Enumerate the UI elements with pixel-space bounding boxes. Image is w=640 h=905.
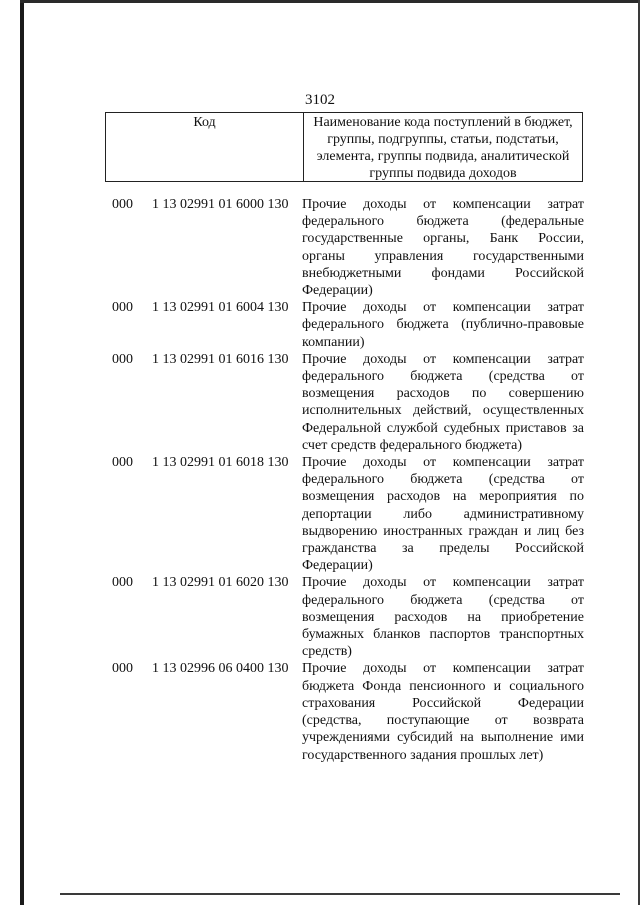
table-header — [105, 112, 583, 182]
header-name-label: Наименование кода поступлений в бюджет, группы, подгруппы, статьи, подстатьи, элемента, группы подвида, аналитической группы подвида доходов — [313, 115, 573, 181]
admin-code: 000 — [112, 455, 133, 471]
name-line: (средства, поступающие от возврата — [302, 713, 584, 729]
table-row — [112, 454, 584, 574]
name-line: федерального бюджета (средства от — [302, 369, 584, 385]
name-line: федерального бюджета (средства от — [302, 592, 584, 608]
income-code: 1 13 02991 01 6000 130 — [152, 197, 289, 212]
name-line: бумажных бланков паспортов транспортных — [302, 627, 584, 643]
admin-code: 000 — [112, 661, 133, 677]
name-line: федерального бюджета (федеральные — [302, 214, 584, 230]
name-line: Федеральной службой судебных приставов за — [302, 420, 584, 436]
name-line: возмещения расходов по совершению — [302, 386, 584, 402]
page-number: 3102 — [305, 92, 335, 108]
name-line: Прочие доходы от компенсации затрат — [302, 300, 584, 316]
name-line: страхования Российской Федерации — [302, 695, 584, 711]
name-line: Прочие доходы от компенсации затрат — [302, 351, 584, 367]
name-line: средств) — [302, 644, 352, 660]
income-name — [302, 351, 584, 454]
name-line: возмещения расходов на мероприятия по — [302, 489, 584, 505]
scan-border-bottom — [60, 893, 620, 895]
table-row — [112, 299, 584, 351]
name-line: федерального бюджета (публично-правовые — [302, 317, 584, 333]
name-line: учреждениями субсидий на выполнение ими — [302, 730, 584, 746]
income-code: 1 13 02991 01 6016 130 — [152, 351, 289, 367]
name-line: государственного задания прошлых лет) — [302, 747, 544, 763]
table-row — [112, 351, 584, 454]
admin-code: 000 — [112, 300, 133, 316]
name-line: возмещения расходов на приобретение — [302, 609, 584, 625]
name-line: счет средств федерального бюджета) — [302, 437, 523, 453]
name-line: Прочие доходы от компенсации затрат — [302, 661, 584, 677]
income-name — [302, 660, 584, 763]
table-row — [112, 196, 584, 299]
name-line: депортации либо административному — [302, 506, 584, 522]
income-name — [302, 454, 584, 574]
name-line: Федерации) — [302, 283, 373, 299]
name-line: Прочие доходы от компенсации затрат — [302, 575, 584, 591]
name-line: гражданства за пределы Российской — [302, 541, 584, 557]
scan-border-left — [20, 0, 24, 905]
name-line: компании) — [302, 334, 365, 350]
table-row — [112, 660, 584, 763]
income-name — [302, 196, 584, 299]
name-line: Федерации) — [302, 558, 373, 574]
name-line: исполнительных действий, осуществленных — [302, 403, 584, 419]
name-line: бюджета Фонда пенсионного и социального — [302, 678, 584, 694]
income-name — [302, 574, 584, 660]
admin-code: 000 — [112, 351, 133, 367]
income-code: 1 13 02996 06 0400 130 — [152, 661, 289, 677]
admin-code: 000 — [112, 575, 133, 591]
name-line: Прочие доходы от компенсации затрат — [302, 455, 584, 471]
income-code: 1 13 02991 01 6018 130 — [152, 455, 289, 471]
admin-code: 000 — [112, 197, 133, 212]
table-body — [112, 196, 584, 764]
name-line: органы управления государственными — [302, 248, 584, 264]
name-line: выдворению иностранных граждан и лиц без — [302, 523, 584, 539]
header-code-label: Код — [106, 113, 304, 181]
name-line: федерального бюджета (средства от — [302, 472, 584, 488]
income-name — [302, 299, 584, 351]
table-row — [112, 574, 584, 660]
name-line: внебюджетными фондами Российской — [302, 265, 584, 281]
income-code: 1 13 02991 01 6020 130 — [152, 575, 289, 591]
name-line: Прочие доходы от компенсации затрат — [302, 197, 584, 212]
name-line: государственные органы, Банк России, — [302, 231, 584, 247]
scan-border-top — [20, 0, 640, 3]
income-code: 1 13 02991 01 6004 130 — [152, 300, 289, 316]
